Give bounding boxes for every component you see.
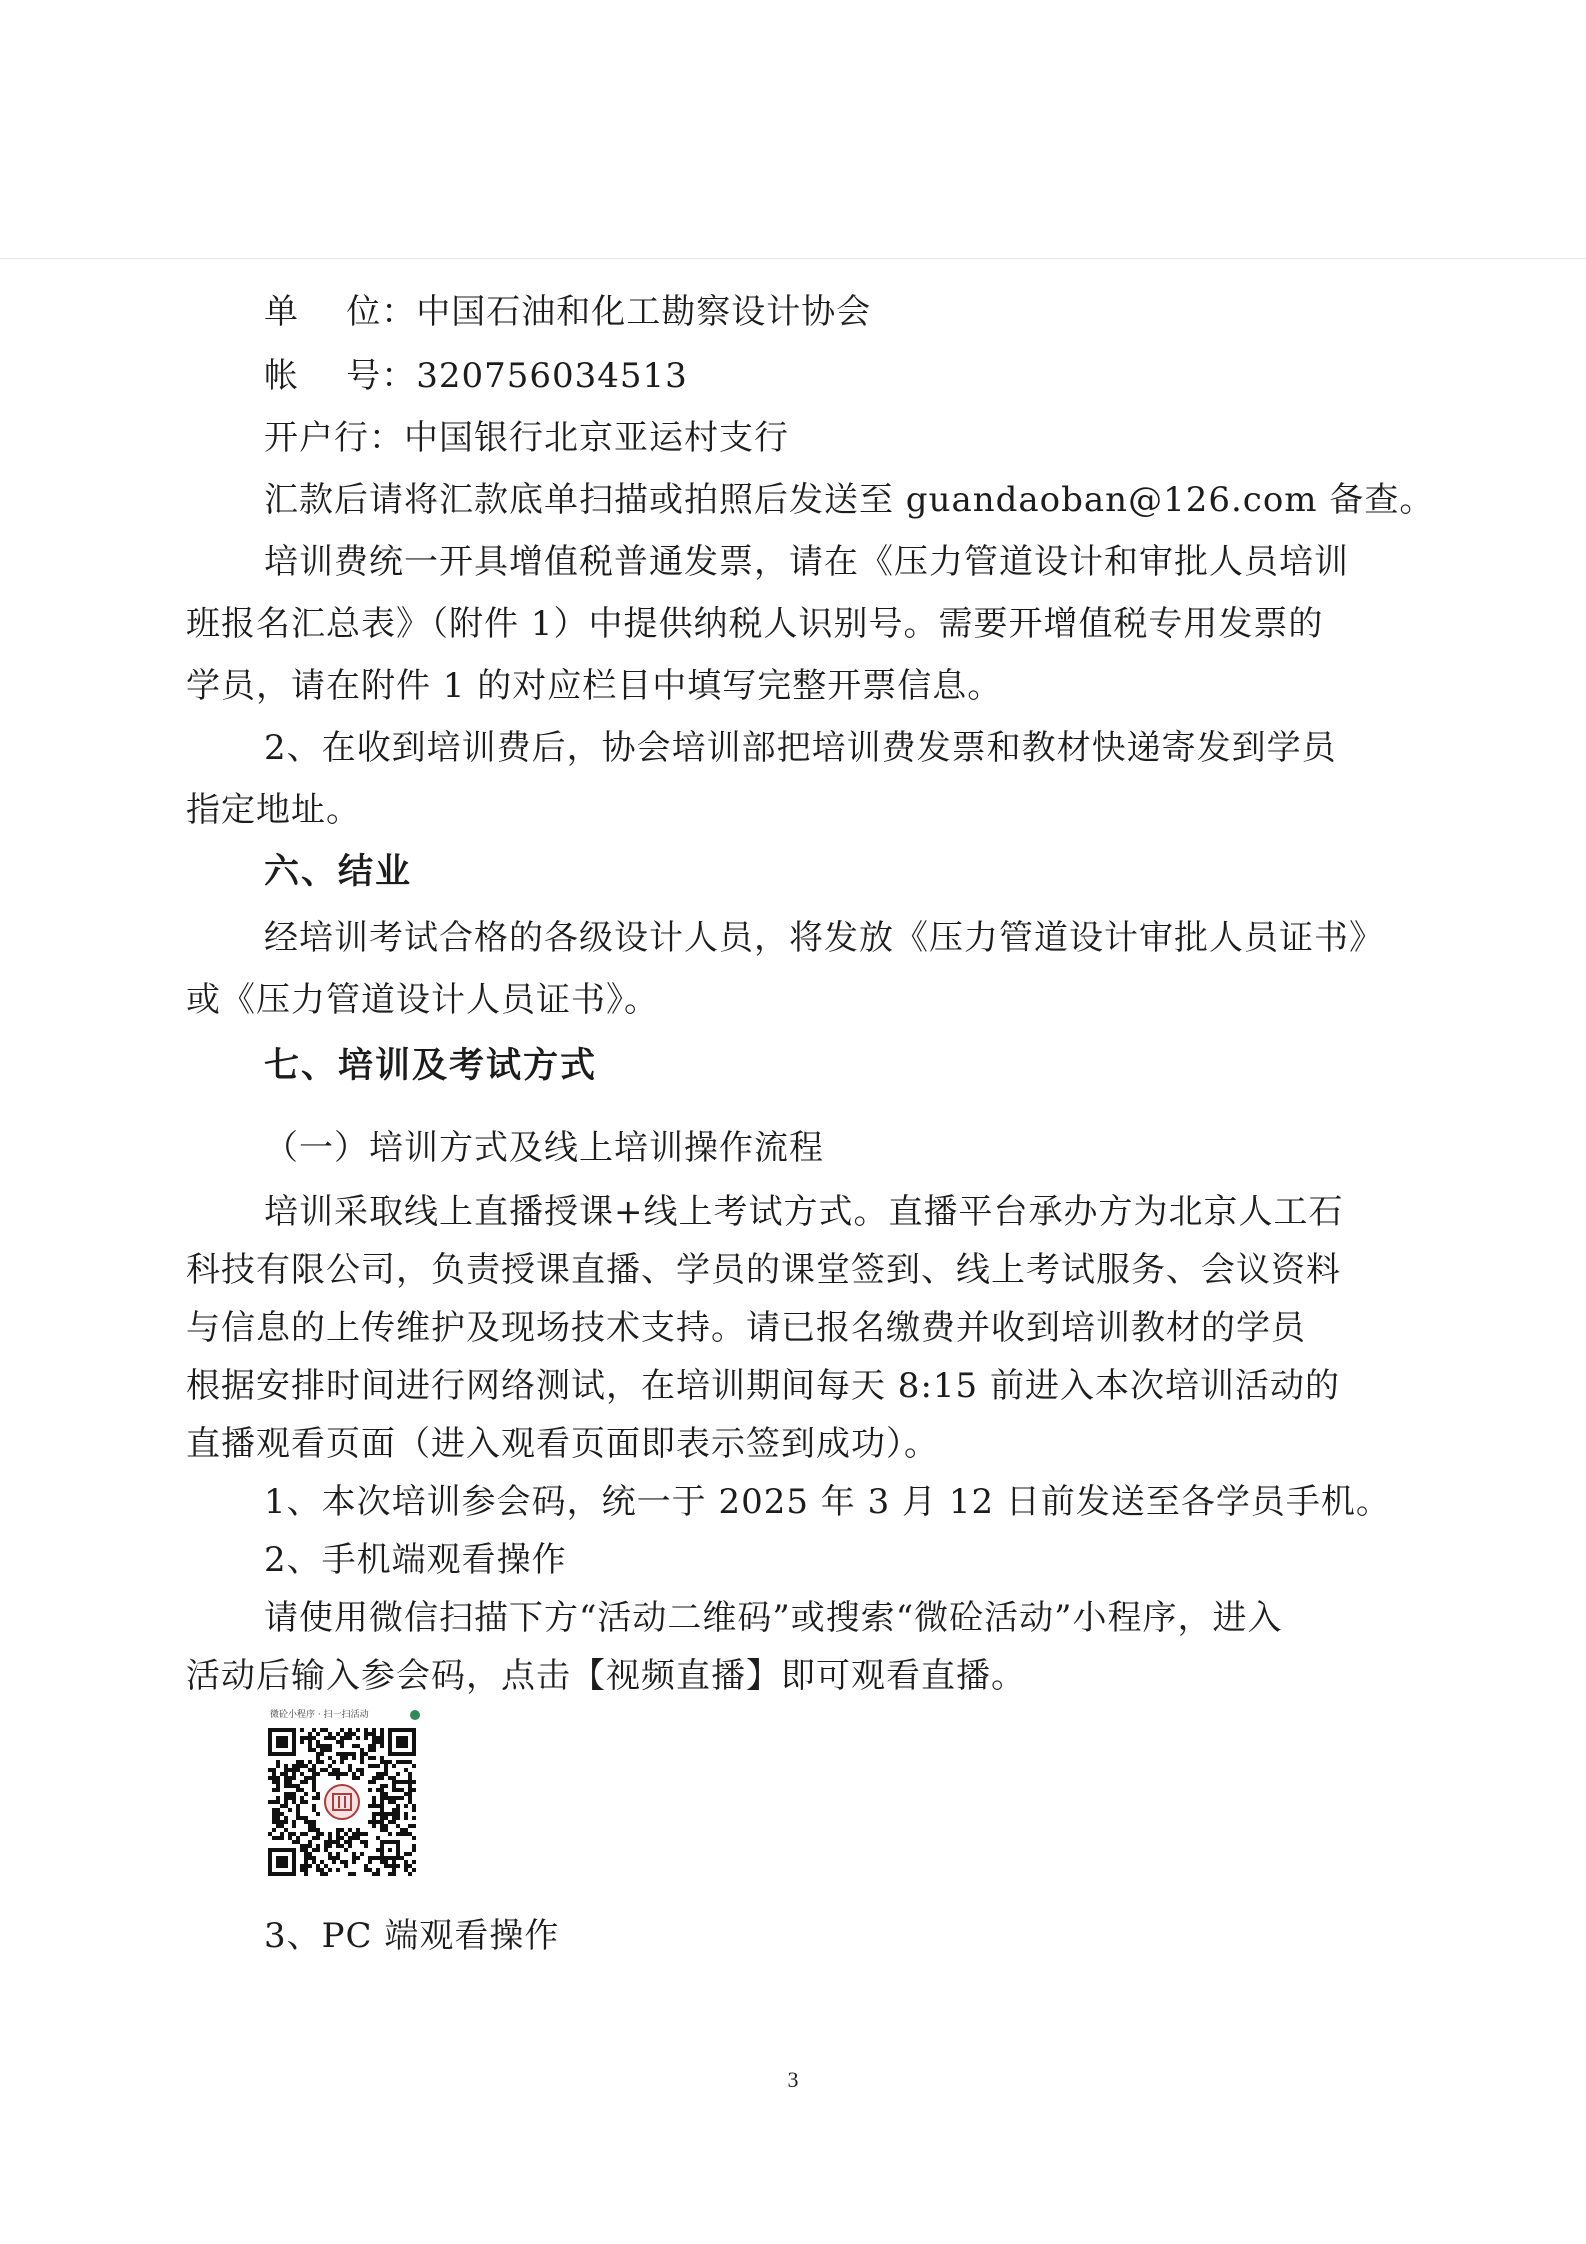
section-heading-training-method: 七、培训及考试方式 (264, 1046, 598, 1086)
scan-edge-rule (0, 258, 1586, 259)
section-heading-completion: 六、结业 (264, 852, 413, 892)
training-paragraph-line: 培训采取线上直播授课+线上考试方式。直播平台承办方为北京人工石 (264, 1192, 1344, 1232)
training-paragraph-line: 根据安排时间进行网络测试，在培训期间每天 8:15 前进入本次培训活动的 (186, 1366, 1340, 1406)
delivery-paragraph-line: 2、在收到培训费后，协会培训部把培训费发票和教材快递寄发到学员 (264, 728, 1337, 768)
qr-code-image (268, 1728, 416, 1876)
invoice-paragraph-line: 学员，请在附件 1 的对应栏目中填写完整开票信息。 (186, 666, 1003, 706)
payment-unit-label: 单 位： (264, 292, 417, 332)
invoice-paragraph-line: 培训费统一开具增值税普通发票，请在《压力管道设计和审批人员培训 (264, 542, 1349, 582)
receipt-note: 汇款后请将汇款底单扫描或拍照后发送至 guandaoban@126.com 备查。 (264, 480, 1435, 520)
payment-account-value: 320756034513 (416, 356, 688, 396)
payment-unit-value: 中国石油和化工勘察设计协会 (416, 292, 872, 332)
invoice-paragraph-line: 班报名汇总表》（附件 1）中提供纳税人识别号。需要开增值税专用发票的 (186, 604, 1324, 644)
payment-account-label: 帐 号： (264, 356, 417, 396)
training-paragraph-line: 直播观看页面（进入观看页面即表示签到成功）。 (186, 1424, 939, 1464)
item-meeting-code: 1、本次培训参会码，统一于 2025 年 3 月 12 日前发送至各学员手机。 (264, 1482, 1391, 1522)
item-mobile-viewing: 2、手机端观看操作 (264, 1540, 567, 1580)
mini-program-logo-icon (410, 1710, 420, 1720)
item-pc-viewing: 3、PC 端观看操作 (264, 1916, 560, 1956)
qr-caption: 微砼小程序 · 扫一扫活动 (270, 1710, 369, 1720)
completion-paragraph-line: 或《压力管道设计人员证书》。 (186, 980, 659, 1020)
training-paragraph-line: 科技有限公司，负责授课直播、学员的课堂签到、线上考试服务、会议资料 (186, 1250, 1341, 1290)
payment-bank-value: 中国银行北京亚运村支行 (404, 418, 789, 458)
page-number: 3 (787, 2067, 799, 2092)
payment-bank-line (264, 418, 789, 458)
mobile-viewing-paragraph-line: 请使用微信扫描下方“活动二维码”或搜索“微砼活动”小程序，进入 (264, 1598, 1283, 1638)
training-paragraph-line: 与信息的上传维护及现场技术支持。请已报名缴费并收到培训教材的学员 (186, 1308, 1306, 1348)
payment-account-line (264, 356, 688, 396)
payment-bank-label: 开户行： (264, 418, 404, 458)
activity-qr-code[interactable] (264, 1708, 424, 1884)
delivery-paragraph-line: 指定地址。 (186, 790, 361, 830)
payment-unit-line (264, 292, 871, 332)
subsection-heading-online-process: （一）培训方式及线上培训操作流程 (264, 1128, 824, 1168)
completion-paragraph-line: 经培训考试合格的各级设计人员，将发放《压力管道设计审批人员证书》 (264, 918, 1384, 958)
mobile-viewing-paragraph-line: 活动后输入参会码，点击【视频直播】即可观看直播。 (186, 1656, 1026, 1696)
